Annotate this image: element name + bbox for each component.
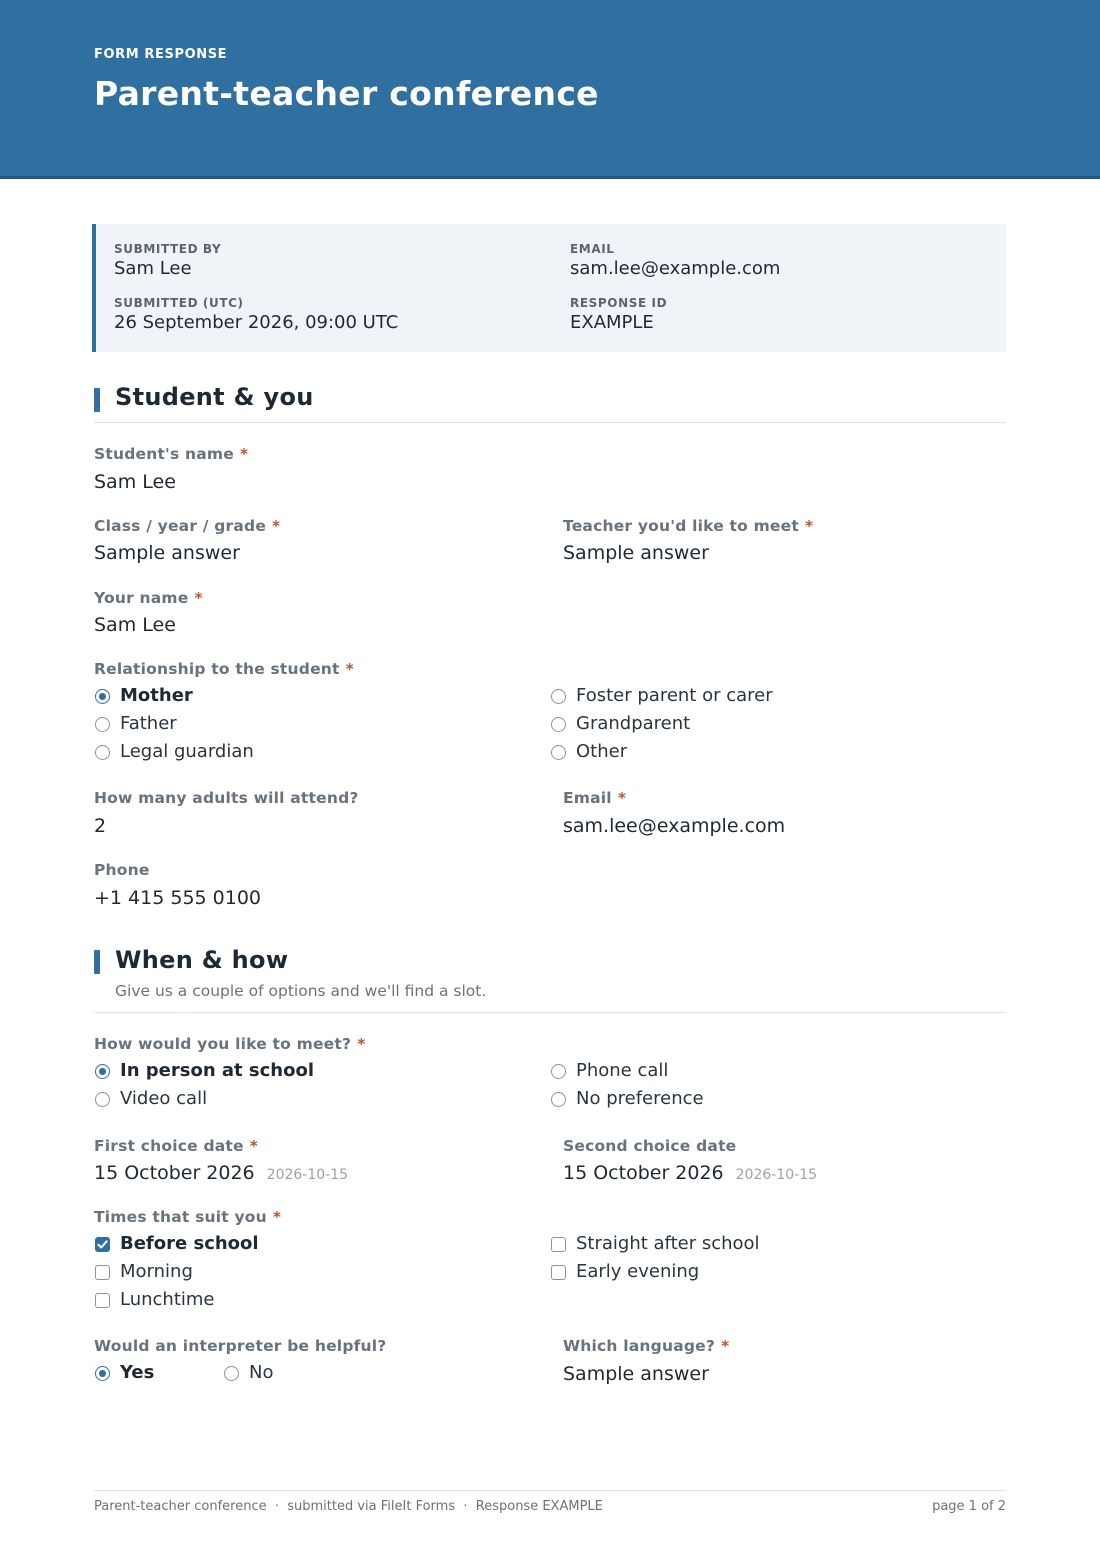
second-date-value: 15 October 2026 2026-10-15: [563, 1162, 818, 1184]
times-label: Times that suit you *: [94, 1208, 282, 1226]
checkbox-after-school[interactable]: [551, 1237, 566, 1252]
section-divider: [94, 1012, 1006, 1013]
option-in-person[interactable]: In person at school: [120, 1060, 315, 1081]
option-after-school[interactable]: Straight after school: [576, 1233, 760, 1254]
radio-interpreter-yes[interactable]: [95, 1366, 110, 1381]
radio-father[interactable]: [95, 717, 110, 732]
email-meta-label: EMAIL: [570, 242, 615, 256]
class-year-label: Class / year / grade *: [94, 517, 281, 535]
language-value: Sample answer: [563, 1363, 709, 1385]
relationship-label: Relationship to the student *: [94, 660, 354, 678]
footer-text: Parent-teacher conference · submitted via FileIt Forms · Response EXAMPLE: [94, 1499, 603, 1514]
student-name-value: Sam Lee: [94, 471, 176, 493]
option-phone-call[interactable]: Phone call: [576, 1060, 669, 1081]
checkbox-lunchtime[interactable]: [95, 1293, 110, 1308]
section-title-when: When & how: [115, 946, 289, 974]
radio-mother[interactable]: [95, 689, 110, 704]
section-title-student: Student & you: [115, 383, 314, 411]
radio-legal-guardian[interactable]: [95, 745, 110, 760]
form-title: Parent-teacher conference: [94, 74, 599, 113]
teacher-value: Sample answer: [563, 542, 709, 564]
option-mother[interactable]: Mother: [120, 685, 193, 706]
radio-no-preference[interactable]: [551, 1092, 566, 1107]
first-date-value: 15 October 2026 2026-10-15: [94, 1162, 349, 1184]
option-interpreter-no[interactable]: No: [249, 1362, 274, 1383]
response-id-value: EXAMPLE: [570, 312, 654, 333]
section-accent-bar: [94, 388, 100, 412]
first-date-iso: 2026-10-15: [266, 1167, 349, 1183]
option-foster-parent[interactable]: Foster parent or carer: [576, 685, 773, 706]
email-meta-value: sam.lee@example.com: [570, 258, 781, 279]
radio-video-call[interactable]: [95, 1092, 110, 1107]
page-number: page 1 of 2: [932, 1499, 1006, 1514]
footer-divider: [94, 1490, 1006, 1491]
option-legal-guardian[interactable]: Legal guardian: [120, 741, 254, 762]
checkbox-morning[interactable]: [95, 1265, 110, 1280]
email-label: Email *: [563, 789, 627, 807]
language-label: Which language? *: [563, 1337, 730, 1355]
phone-label: Phone: [94, 861, 150, 879]
first-date-label: First choice date *: [94, 1137, 259, 1155]
email-value: sam.lee@example.com: [563, 815, 786, 837]
your-name-value: Sam Lee: [94, 614, 176, 636]
submitted-by-value: Sam Lee: [114, 258, 192, 279]
option-early-evening[interactable]: Early evening: [576, 1261, 700, 1282]
meet-how-label: How would you like to meet? *: [94, 1035, 366, 1053]
option-before-school[interactable]: Before school: [120, 1233, 259, 1254]
student-name-label: Student's name *: [94, 445, 249, 463]
radio-interpreter-no[interactable]: [224, 1366, 239, 1381]
phone-value: +1 415 555 0100: [94, 887, 262, 909]
radio-other[interactable]: [551, 745, 566, 760]
option-video-call[interactable]: Video call: [120, 1088, 208, 1109]
checkbox-early-evening[interactable]: [551, 1265, 566, 1280]
radio-phone-call[interactable]: [551, 1064, 566, 1079]
option-other[interactable]: Other: [576, 741, 628, 762]
adults-label: How many adults will attend?: [94, 789, 359, 807]
section-subtitle: Give us a couple of options and we'll find a slot.: [115, 982, 487, 1000]
submission-meta-box: [92, 224, 1006, 352]
checkmark-icon: [97, 1239, 108, 1250]
second-date-iso: 2026-10-15: [735, 1167, 818, 1183]
option-morning[interactable]: Morning: [120, 1261, 193, 1282]
class-year-value: Sample answer: [94, 542, 240, 564]
section-divider: [94, 422, 1006, 423]
submitted-utc-value: 26 September 2026, 09:00 UTC: [114, 312, 399, 333]
response-id-label: RESPONSE ID: [570, 296, 668, 310]
submitted-by-label: SUBMITTED BY: [114, 242, 222, 256]
option-grandparent[interactable]: Grandparent: [576, 713, 691, 734]
form-kicker: FORM RESPONSE: [94, 47, 228, 62]
form-header: [0, 0, 1100, 179]
second-date-label: Second choice date: [563, 1137, 737, 1155]
radio-foster-parent[interactable]: [551, 689, 566, 704]
radio-in-person[interactable]: [95, 1064, 110, 1079]
option-lunchtime[interactable]: Lunchtime: [120, 1289, 215, 1310]
option-no-preference[interactable]: No preference: [576, 1088, 704, 1109]
radio-grandparent[interactable]: [551, 717, 566, 732]
interpreter-label: Would an interpreter be helpful?: [94, 1337, 387, 1355]
submitted-utc-label: SUBMITTED (UTC): [114, 296, 244, 310]
option-father[interactable]: Father: [120, 713, 177, 734]
checkbox-before-school[interactable]: [95, 1237, 110, 1252]
teacher-label: Teacher you'd like to meet *: [563, 517, 814, 535]
option-interpreter-yes[interactable]: Yes: [120, 1362, 155, 1383]
section-accent-bar: [94, 950, 100, 974]
your-name-label: Your name *: [94, 589, 203, 607]
adults-value: 2: [94, 815, 107, 837]
